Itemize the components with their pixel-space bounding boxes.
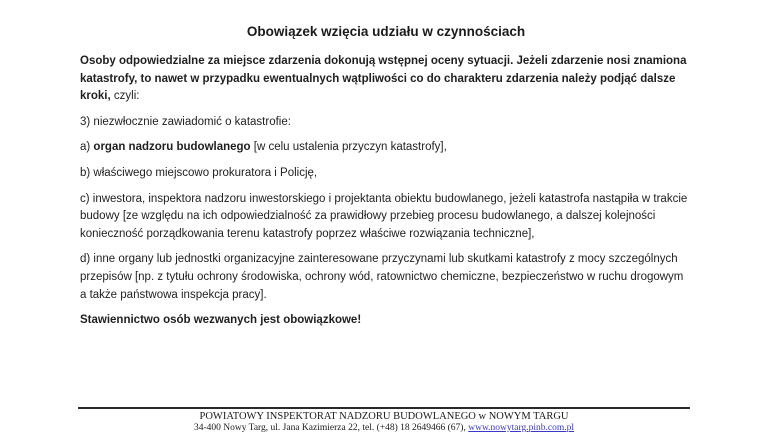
- document-body: [80, 24, 692, 338]
- document-footer: [78, 407, 690, 432]
- page-title: Obowiązek wzięcia udziału w czynnościach: [246, 24, 526, 39]
- footer-organization-name: POWIATOWY INSPEKTORAT NADZORU BUDOWLANEGO w NOWYM TARGU: [199, 411, 569, 422]
- list-intro-paragraph: 3) niezwłocznie zawiadomić o katastrofie:: [80, 115, 291, 128]
- intro-paragraph-bold-text: Osoby odpowiedzialne za miejsce zdarzenia dokonują wstępnej oceny sytuacji. Jeżeli zdarzenie nosi znamiona katastrofy, to nawet w przypadku ewentualnych wątpliwości co do charakteru zdarzenia należy podjąć dalsze kroki,: [80, 55, 687, 103]
- intro-paragraph: [80, 53, 692, 106]
- list-item-a-prefix: a): [80, 141, 94, 154]
- list-item-d: d) inne organy lub jednostki organizacyjne zainteresowane przyczynami lub skutkami katastrofy z mocy szczególnych przepisów [np. z tytułu ochrony środowiska, ochrony wód, ratownictwo chemiczne, bezpieczeństwo w ruchu drogowym a także państwowa inspekcja pracy].: [80, 253, 684, 301]
- footer-address-line: [78, 423, 690, 432]
- list-item-a-bold-text: organ nadzoru budowlanego: [93, 141, 251, 154]
- footer-address-text: 34-400 Nowy Targ, ul. Jana Kazimierza 22, tel. (+48) 18 2649466 (67),: [193, 423, 469, 432]
- list-item-a-rest: [w celu ustalenia przyczyn katastrofy],: [250, 141, 447, 154]
- list-item-a: [80, 139, 692, 157]
- list-item-b: b) właściwego miejscowo prokuratora i Policję,: [80, 166, 318, 179]
- list-item-c: c) inwestora, inspektora nadzoru inwestorskiego i projektanta obiektu budowlanego, jeżeli katastrofa nastąpiła w trakcie budowy [ze względu na ich odpowiedzialność za prawidłowy przebieg procesu budowlanego, a dalszej kolejności konieczność porządkowania terenu katastrofy poprzez właściwe rozwiązania techniczne],: [80, 192, 688, 240]
- closing-statement: Stawiennictwo osób wezwanych jest obowiązkowe!: [80, 314, 362, 327]
- intro-paragraph-regular-text: czyli:: [110, 90, 140, 103]
- footer-website-link[interactable]: www.nowytarg.pinb.com.pl: [468, 423, 575, 432]
- footer-divider: [78, 407, 690, 409]
